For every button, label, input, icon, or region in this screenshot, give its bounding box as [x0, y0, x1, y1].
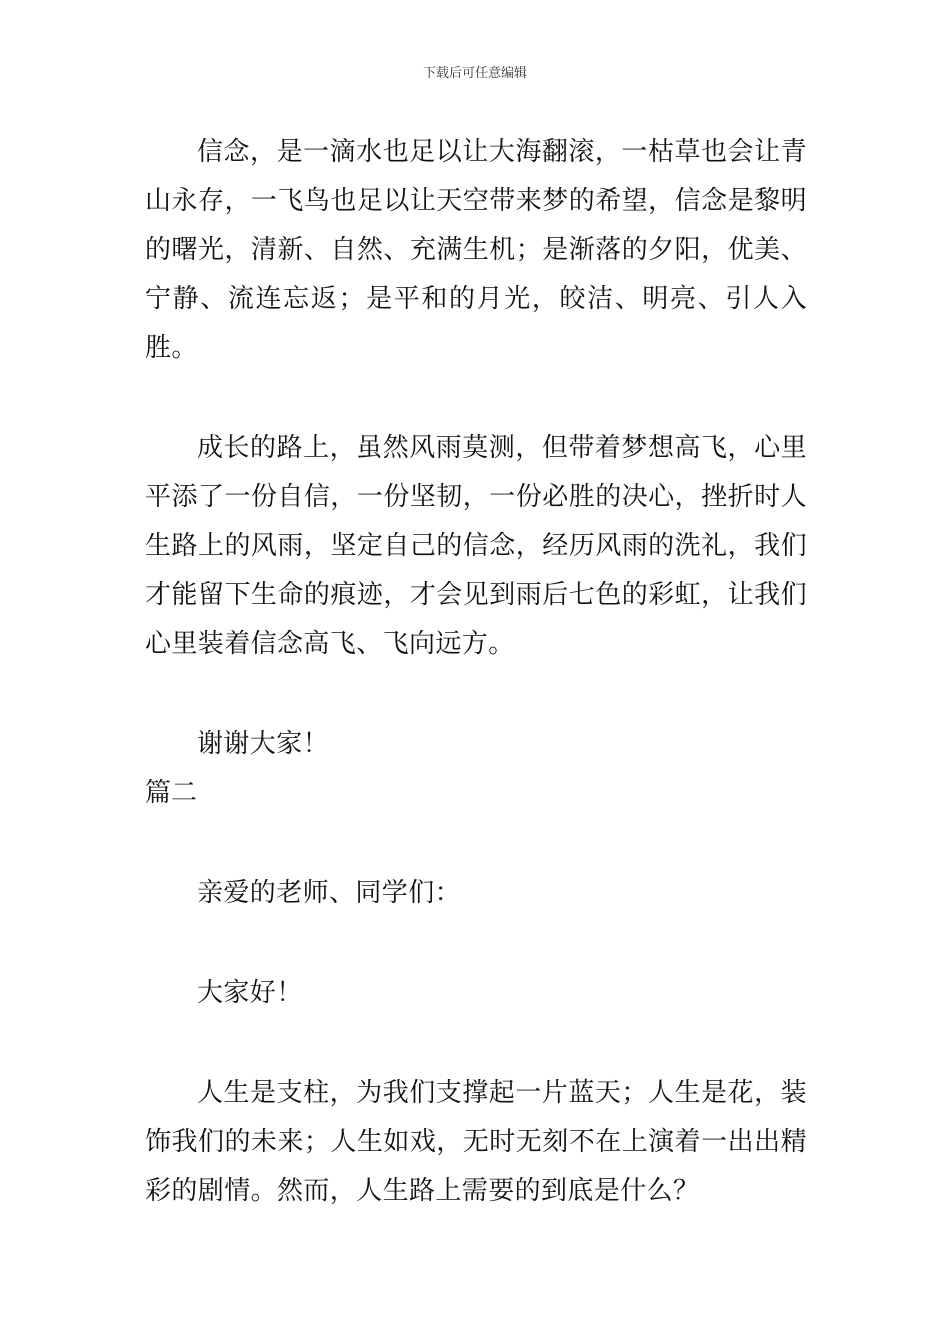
paragraph-2: 成长的路上，虽然风雨莫测，但带着梦想高飞，心里平添了一份自信，一份坚韧，一份必胜的决心，挫折时人生路上的风雨，坚定自己的信念，经历风雨的洗礼，我们才能留下生命的痕迹，才会见到雨后七色的彩虹，让我们心里装着信念高飞、飞向远方。 — [145, 433, 807, 659]
spacer — [145, 818, 807, 869]
document-body — [145, 128, 807, 1216]
header-note: 下载后可任意编辑 — [422, 66, 527, 81]
spacer — [145, 373, 807, 424]
spacer — [145, 1018, 807, 1069]
paragraph-4: 亲爱的老师、同学们： — [197, 878, 462, 908]
spacer — [145, 669, 807, 720]
paragraph-6: 人生是支柱，为我们支撑起一片蓝天；人生是花，装饰我们的未来；人生如戏，无时无刻不在上演着一出出精彩的剧情。然而，人生路上需要的到底是什么？ — [145, 1078, 807, 1206]
paragraph-1: 信念，是一滴水也足以让大海翻滚，一枯草也会让青山永存，一飞鸟也足以让天空带来梦的希望，信念是黎明的曙光，清新、自然、充满生机；是渐落的夕阳，优美、宁静、流连忘返；是平和的月光，皎洁、明亮、引人入胜。 — [145, 137, 807, 363]
section-heading: 篇二 — [145, 778, 198, 808]
paragraph-3: 谢谢大家！ — [197, 729, 330, 759]
spacer — [145, 918, 807, 969]
paragraph-5: 大家好！ — [197, 978, 303, 1008]
